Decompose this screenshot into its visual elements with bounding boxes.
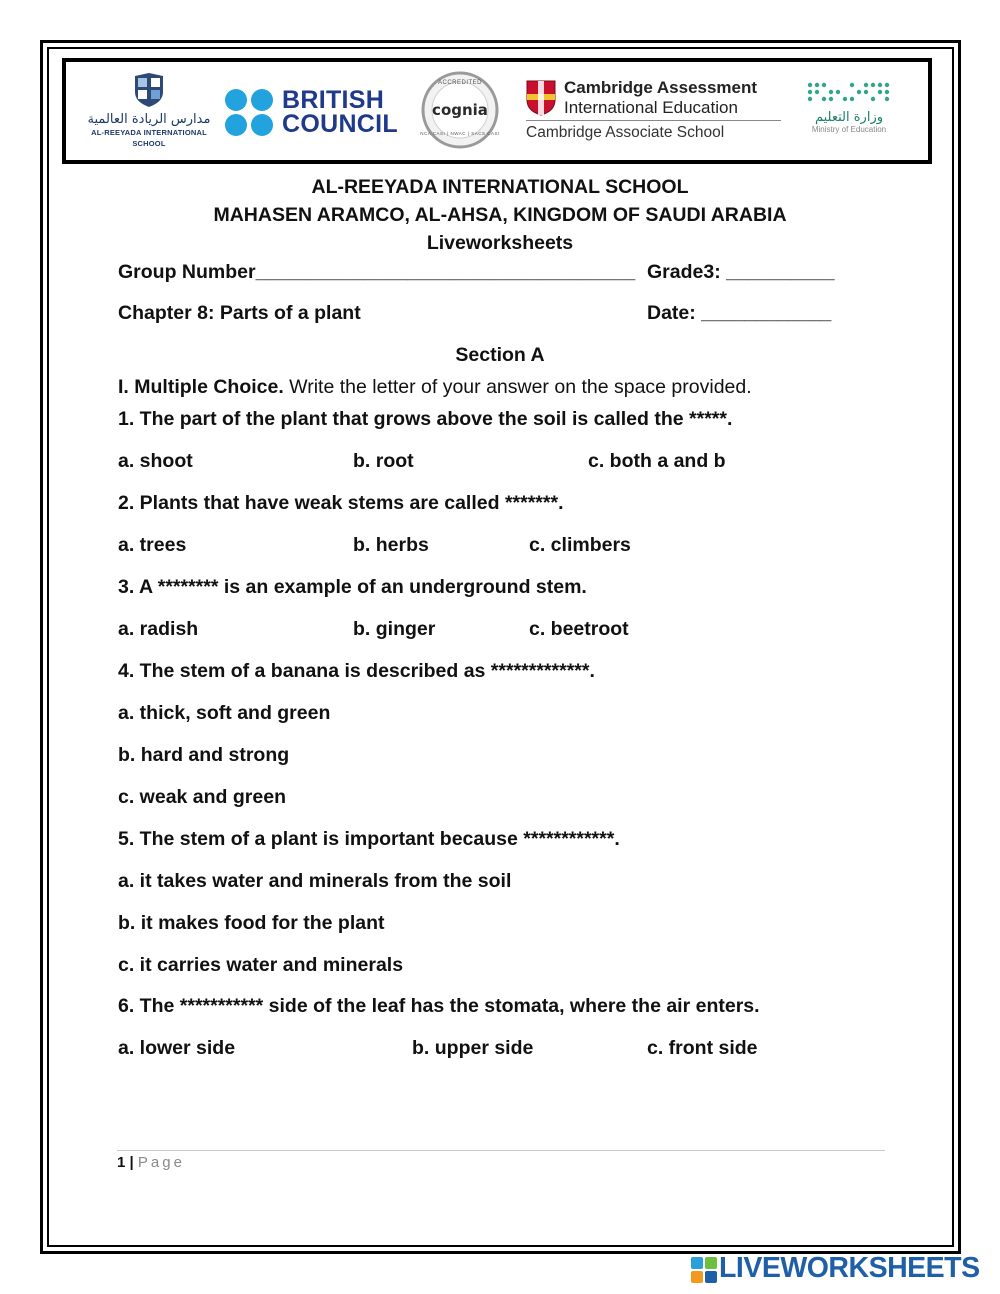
cognia-logo: [416, 71, 504, 149]
question-6-option-b[interactable]: b. upper side: [412, 1037, 534, 1059]
instructions: [118, 376, 752, 399]
liveworksheets-watermark: [691, 1254, 991, 1286]
cambridge-divider: [526, 120, 781, 121]
british-council-line2: COUNCIL: [282, 110, 398, 138]
question-1-option-c[interactable]: c. both a and b: [588, 450, 726, 472]
instructions-text: Write the letter of your answer on the space provided.: [283, 376, 752, 398]
al-reeyada-logo: [74, 72, 224, 152]
liveworksheets-wordmark: LIVEWORKSHEETS: [719, 1252, 980, 1284]
question-1-option-b[interactable]: b. root: [353, 450, 414, 472]
question-1: 1. The part of the plant that grows above the soil is called the *****.: [118, 408, 733, 430]
cambridge-line3: Cambridge Associate School: [526, 124, 725, 141]
question-3-option-c[interactable]: c. beetroot: [529, 618, 629, 640]
british-council-dots-icon: [224, 88, 276, 138]
ministry-dots-icon: [804, 80, 894, 106]
question-4-option-b[interactable]: b. hard and strong: [118, 744, 290, 766]
question-4-option-a[interactable]: a. thick, soft and green: [118, 702, 331, 724]
school-address: MAHASEN ARAMCO, AL-AHSA, KINGDOM OF SAUDI ARABIA: [213, 204, 787, 226]
ministry-arabic-name: وزارة التعليم: [814, 110, 884, 125]
school-name: AL-REEYADA INTERNATIONAL SCHOOL: [311, 176, 689, 198]
cambridge-line2: International Education: [564, 98, 738, 117]
page-border-inner: [47, 47, 954, 1247]
page-separator: |: [125, 1154, 138, 1171]
question-6: 6. The *********** side of the leaf has the stomata, where the air enters.: [118, 995, 760, 1017]
question-2-option-b[interactable]: b. herbs: [353, 534, 429, 556]
question-5-option-c[interactable]: c. it carries water and minerals: [118, 954, 404, 976]
ministry-of-education-logo: [784, 80, 914, 150]
page-word: Page: [137, 1154, 185, 1171]
grade-field[interactable]: Grade3: __________: [647, 261, 835, 283]
question-1-option-a[interactable]: a. shoot: [118, 450, 193, 472]
question-3-option-a[interactable]: a. radish: [118, 618, 199, 640]
section-title: Section A: [455, 344, 545, 366]
question-4: 4. The stem of a banana is described as *************.: [118, 660, 595, 682]
group-number-field[interactable]: Group Number___________________________________: [118, 261, 636, 283]
cognia-ring-bottom: NCA CASI | NWAC | SACS CASI: [420, 131, 500, 136]
question-2-option-a[interactable]: a. trees: [118, 534, 187, 556]
al-reeyada-arabic-name: مدارس الريادة العالمية: [87, 112, 211, 127]
cognia-word: cognia: [432, 101, 488, 119]
question-2-option-c[interactable]: c. climbers: [529, 534, 631, 556]
question-3: 3. A ******** is an example of an underground stem.: [118, 576, 587, 598]
ministry-english-name: Ministry of Education: [811, 125, 887, 134]
page-footer: [117, 1154, 185, 1171]
instructions-heading: I. Multiple Choice.: [118, 376, 284, 398]
cambridge-shield-icon: [526, 80, 556, 116]
footer-divider: [117, 1150, 885, 1151]
page-number: 1: [117, 1154, 126, 1171]
question-4-option-c[interactable]: c. weak and green: [118, 786, 286, 808]
british-council-logo: [224, 86, 406, 142]
question-5-option-a[interactable]: a. it takes water and minerals from the soil: [118, 870, 512, 892]
al-reeyada-emblem-icon: [132, 72, 166, 108]
date-field[interactable]: Date: ____________: [647, 302, 832, 324]
page-subtitle: Liveworksheets: [426, 232, 574, 254]
question-3-option-b[interactable]: b. ginger: [353, 618, 436, 640]
liveworksheets-logo-icon: [691, 1257, 717, 1283]
question-6-option-c[interactable]: c. front side: [647, 1037, 758, 1059]
question-6-option-a[interactable]: a. lower side: [118, 1037, 236, 1059]
cognia-ring-top: ACCREDITED: [437, 80, 482, 86]
cambridge-logo: [526, 78, 786, 148]
question-5: 5. The stem of a plant is important because ************.: [118, 828, 620, 850]
logo-banner: [62, 58, 932, 164]
al-reeyada-english-name: AL-REEYADA INTERNATIONAL SCHOOL: [91, 128, 207, 148]
cambridge-line1: Cambridge Assessment: [564, 78, 758, 97]
question-5-option-b[interactable]: b. it makes food for the plant: [118, 912, 385, 934]
question-2: 2. Plants that have weak stems are called *******.: [118, 492, 564, 514]
british-council-line1: BRITISH: [282, 86, 385, 114]
chapter-title: Chapter 8: Parts of a plant: [118, 302, 361, 324]
